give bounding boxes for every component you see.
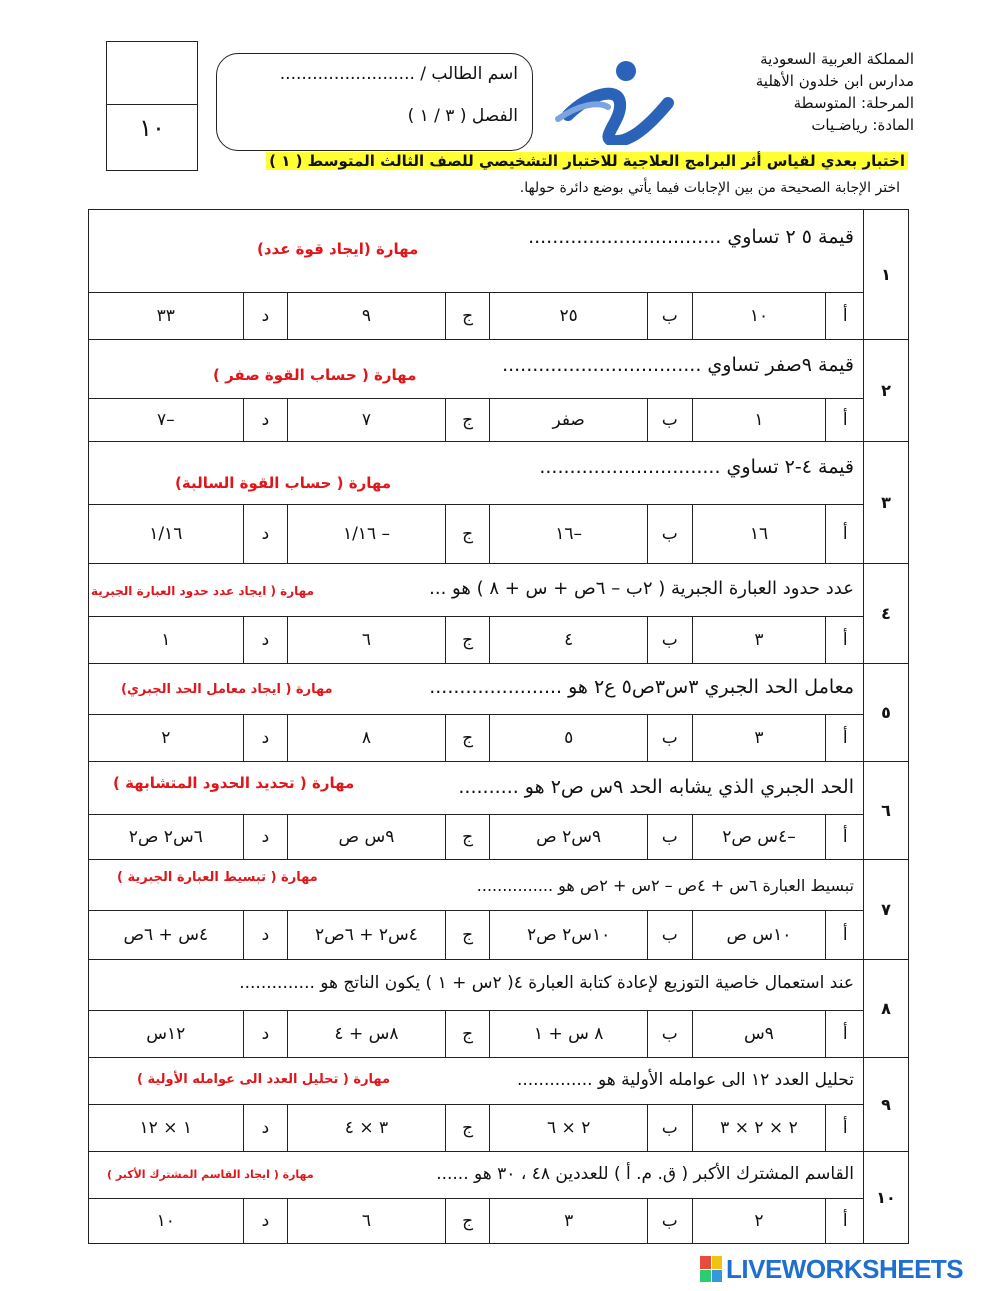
option-letter: أ [825, 399, 864, 441]
question-7 [89, 860, 908, 960]
options-row [89, 293, 864, 339]
options-row [89, 911, 864, 959]
option-c[interactable]: ٩س ص [287, 815, 445, 859]
question-number: ٩ [863, 1058, 908, 1151]
question-stem [89, 960, 864, 1011]
option-c[interactable]: ٧ [287, 399, 445, 441]
skill-label: مهارة ( ايجاد معامل الحد الجبري) [121, 682, 333, 697]
option-letter: ب [647, 815, 692, 859]
question-8 [89, 960, 908, 1058]
student-class-label: الفصل ( ٣ / ١ ) [407, 106, 518, 126]
score-value: ١٠ [139, 114, 165, 142]
question-stem [89, 1058, 864, 1105]
option-letter: د [243, 815, 288, 859]
question-number: ٦ [863, 762, 908, 859]
score-box [106, 41, 198, 171]
option-letter: أ [825, 293, 864, 339]
option-d[interactable]: ١/١٦ [149, 524, 183, 544]
option-d[interactable]: ٣٣ [156, 306, 175, 326]
stem-text: قيمة ٥ ٢ تساوي ................................ [528, 226, 854, 248]
option-letter: أ [825, 1011, 864, 1057]
option-d[interactable]: ١٠ [156, 1211, 175, 1231]
option-c[interactable]: – ١/١٦ [287, 505, 445, 563]
option-d[interactable]: ٦س٢ ص٢ [128, 827, 203, 847]
question-number: ٨ [863, 960, 908, 1057]
options-row [89, 1199, 864, 1243]
question-number: ١٠ [863, 1152, 908, 1243]
skill-label: مهارة ( حساب القوة صفر ) [213, 366, 417, 384]
options-row [89, 1105, 864, 1151]
header-line: مدارس ابن خلدون الأهلية [755, 72, 914, 90]
option-a[interactable]: –٤س ص٢ [692, 815, 826, 859]
option-letter: د [243, 399, 288, 441]
stem-text: عدد حدود العبارة الجبرية ( ٢ب – ٦ص + س + ٨ ) هو ... [429, 578, 854, 599]
question-number: ٤ [863, 564, 908, 663]
option-b[interactable]: ٢٥ [489, 293, 647, 339]
option-a[interactable]: ٣ [692, 715, 826, 761]
score-divider [107, 104, 197, 105]
question-number: ٣ [863, 442, 908, 563]
option-d[interactable]: ١ [161, 630, 171, 650]
option-letter: د [243, 715, 288, 761]
question-number: ١ [863, 210, 908, 339]
stem-text: عند استعمال خاصية التوزيع لإعادة كتابة العبارة ٤( ٢س + ١ ) يكون الناتج هو .............. [239, 973, 854, 993]
option-b[interactable]: ٨ س + ١ [489, 1011, 647, 1057]
student-info-box [216, 53, 533, 151]
option-a[interactable]: ٣ [692, 617, 826, 663]
option-b[interactable]: ٩س٢ ص [489, 815, 647, 859]
option-letter: أ [825, 617, 864, 663]
option-b[interactable]: ٤ [489, 617, 647, 663]
option-c[interactable]: ٦ [287, 1199, 445, 1243]
skill-label: مهارة ( ايجاد عدد حدود العبارة الجبرية [91, 584, 315, 598]
option-c[interactable]: ٨ [287, 715, 445, 761]
option-a[interactable]: ١ [692, 399, 826, 441]
skill-label: مهارة ( ايجاد القاسم المشترك الأكبر ) [107, 1168, 314, 1181]
option-b[interactable]: صفر [489, 399, 647, 441]
option-letter: ج [445, 911, 490, 959]
header-line: المرحلة: المتوسطة [793, 94, 914, 112]
option-c[interactable]: ٤س٢ + ٦ص٢ [287, 911, 445, 959]
option-d[interactable]: ١ × ١٢ [139, 1118, 192, 1138]
option-letter: ب [647, 399, 692, 441]
option-letter: أ [825, 505, 864, 563]
skill-label: مهارة ( تبسيط العبارة الجبرية ) [117, 870, 318, 885]
option-letter: ب [647, 715, 692, 761]
option-letter: أ [825, 1105, 864, 1151]
option-letter: د [243, 1199, 288, 1243]
option-d[interactable]: ٢ [161, 728, 171, 748]
skill-label: مهارة (ايجاد قوة عدد) [257, 240, 419, 258]
header-line: المملكة العربية السعودية [760, 50, 914, 68]
option-letter: ج [445, 399, 490, 441]
question-1 [89, 210, 908, 340]
option-b[interactable]: ١٠س٢ ص٢ [489, 911, 647, 959]
option-letter: أ [825, 715, 864, 761]
question-number: ٥ [863, 664, 908, 761]
option-letter: أ [825, 911, 864, 959]
option-letter: د [243, 293, 288, 339]
option-c[interactable]: ٦ [287, 617, 445, 663]
skill-label: مهارة ( حساب القوة السالبة) [175, 474, 392, 492]
question-number: ٧ [863, 860, 908, 959]
question-number: ٢ [863, 340, 908, 441]
question-stem [89, 860, 864, 911]
liveworksheets-logo [700, 1252, 992, 1286]
option-b[interactable]: ٣ [489, 1199, 647, 1243]
option-a[interactable]: ١٠س ص [692, 911, 826, 959]
option-letter: ب [647, 1105, 692, 1151]
option-letter: ج [445, 293, 490, 339]
stem-text: تحليل العدد ١٢ الى عوامله الأولية هو .............. [516, 1070, 854, 1090]
option-letter: أ [825, 1199, 864, 1243]
option-letter: أ [825, 815, 864, 859]
option-a[interactable]: ١٠ [692, 293, 826, 339]
option-d[interactable]: –٧ [156, 410, 175, 430]
question-9 [89, 1058, 908, 1152]
option-b[interactable]: ٢ × ٦ [489, 1105, 647, 1151]
stem-text: قيمة ٩صفر تساوي ................................. [502, 354, 854, 376]
question-2 [89, 340, 908, 442]
liveworksheets-badge-icon [700, 1256, 722, 1282]
question-stem [89, 762, 864, 815]
brand-text: LIVEWORKSHEETS [726, 1253, 964, 1284]
options-row [89, 815, 864, 859]
option-letter: ب [647, 911, 692, 959]
option-letter: ج [445, 715, 490, 761]
option-d[interactable]: ١٢س [146, 1024, 186, 1044]
option-d[interactable]: ٤س + ٦ص [123, 925, 209, 945]
options-row [89, 715, 864, 761]
option-letter: ب [647, 1199, 692, 1243]
option-letter: ب [647, 1011, 692, 1057]
option-letter: د [243, 505, 288, 563]
stem-text: تبسيط العبارة ٦س + ٤ص – ٢س + ٢ص هو ............... [476, 876, 854, 895]
option-c[interactable]: ٨س + ٤ [287, 1011, 445, 1057]
option-letter: ب [647, 293, 692, 339]
school-header [654, 48, 914, 136]
question-stem [89, 340, 864, 399]
option-letter: ب [647, 617, 692, 663]
option-a[interactable]: ٢ × ٢ × ٣ [692, 1105, 826, 1151]
question-stem [89, 1152, 864, 1199]
skill-label: مهارة ( تحليل العدد الى عوامله الأولية ) [137, 1072, 391, 1087]
option-letter: ج [445, 505, 490, 563]
option-b[interactable]: –١٦ [489, 505, 647, 563]
option-c[interactable]: ٣ × ٤ [287, 1105, 445, 1151]
option-letter: ج [445, 1011, 490, 1057]
question-stem [89, 664, 864, 715]
question-4 [89, 564, 908, 664]
option-letter: د [243, 1105, 288, 1151]
question-3 [89, 442, 908, 564]
exam-title: اختبار بعدي لقياس أثر البرامج العلاجية للاختبار التشخيصي للصف الثالث المتوسط ( ١ ) [266, 152, 908, 170]
question-10 [89, 1152, 908, 1243]
option-c[interactable]: ٩ [287, 293, 445, 339]
option-a[interactable]: ٩س [692, 1011, 826, 1057]
question-stem [89, 442, 864, 505]
option-letter: ج [445, 617, 490, 663]
instructions: اختر الإجابة الصحيحة من بين الإجابات فيما يأتي بوضع دائرة حولها. [519, 180, 900, 196]
option-letter: د [243, 911, 288, 959]
stem-text: القاسم المشترك الأكبر ( ق. م. أ ) للعددين ٤٨ ، ٣٠ هو ...... [436, 1164, 854, 1184]
option-letter: ج [445, 1105, 490, 1151]
stem-text: معامل الحد الجبري ٣س٣ص٥ ع٢ هو ...................... [429, 676, 854, 698]
option-letter: ج [445, 815, 490, 859]
option-a[interactable]: ١٦ [692, 505, 826, 563]
options-row [89, 617, 864, 663]
skill-label: مهارة ( تحديد الحدود المتشابهة ) [113, 774, 355, 792]
student-name-label: اسم الطالب / ......................... [279, 64, 518, 84]
option-letter: ج [445, 1199, 490, 1243]
header-line: المادة: رياضـيات [811, 116, 914, 134]
question-5 [89, 664, 908, 762]
question-stem [89, 564, 864, 617]
option-letter: د [243, 1011, 288, 1057]
options-row [89, 505, 864, 563]
options-row [89, 1011, 864, 1057]
stem-text: قيمة ٤-٢ تساوي .............................. [539, 456, 854, 478]
options-row [89, 399, 864, 441]
question-sheet [88, 209, 909, 1244]
option-b[interactable]: ٥ [489, 715, 647, 761]
question-6 [89, 762, 908, 860]
question-stem [89, 210, 864, 293]
option-a[interactable]: ٢ [692, 1199, 826, 1243]
option-letter: د [243, 617, 288, 663]
option-letter: ب [647, 505, 692, 563]
stem-text: الحد الجبري الذي يشابه الحد ٩س ص٢ هو .......... [458, 776, 854, 798]
